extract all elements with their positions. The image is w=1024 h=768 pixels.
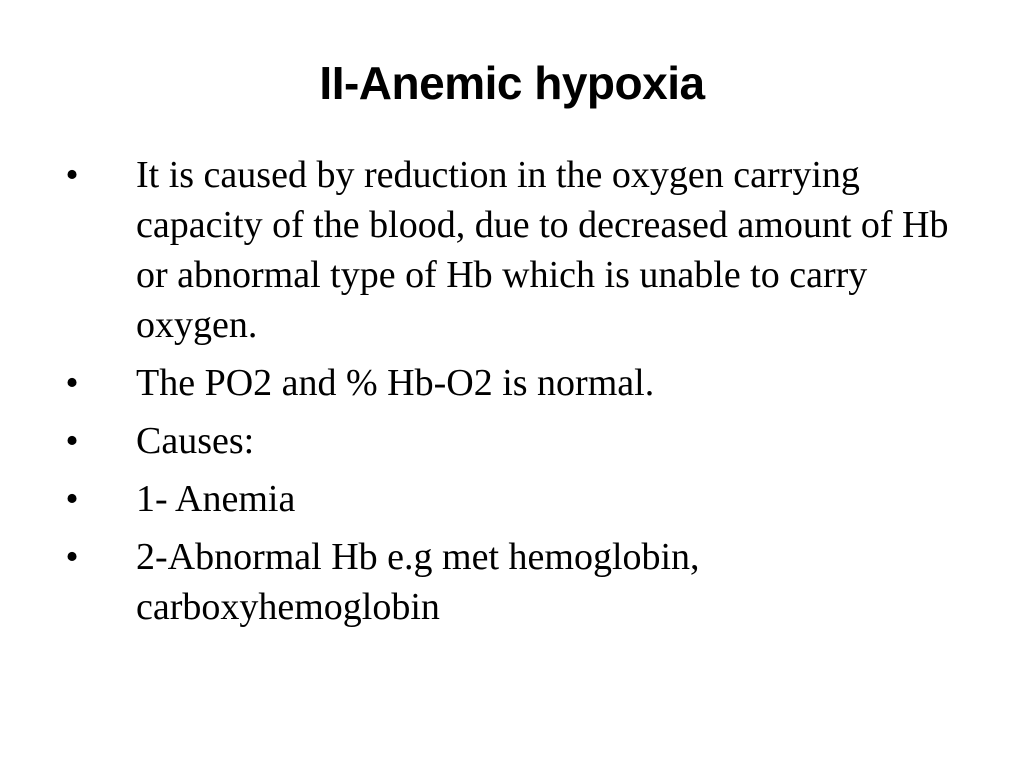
bullet-text: The PO2 and % Hb-O2 is normal. bbox=[136, 362, 655, 404]
bullet-icon: • bbox=[65, 536, 79, 578]
bullet-list bbox=[0, 150, 1024, 640]
bullet-icon: • bbox=[65, 478, 79, 520]
bullet-item-abnormal-hb bbox=[0, 532, 1024, 632]
bullet-item-po2 bbox=[0, 358, 1024, 408]
bullet-item-causes bbox=[0, 416, 1024, 466]
bullet-icon: • bbox=[65, 420, 79, 462]
bullet-icon: • bbox=[65, 362, 79, 404]
bullet-icon: • bbox=[65, 154, 79, 196]
bullet-text: It is caused by reduction in the oxygen carrying capacity of the blood, due to decreased amount of Hb or abnormal type of Hb which is unable to carry oxygen. bbox=[136, 154, 949, 346]
bullet-text: 1- Anemia bbox=[136, 478, 296, 520]
bullet-text: 2-Abnormal Hb e.g met hemoglobin, carboxyhemoglobin bbox=[136, 536, 700, 628]
slide-title: II-Anemic hypoxia bbox=[319, 57, 705, 109]
bullet-text: Causes: bbox=[136, 420, 255, 462]
bullet-item-anemia bbox=[0, 474, 1024, 524]
bullet-item-cause bbox=[0, 150, 1024, 350]
